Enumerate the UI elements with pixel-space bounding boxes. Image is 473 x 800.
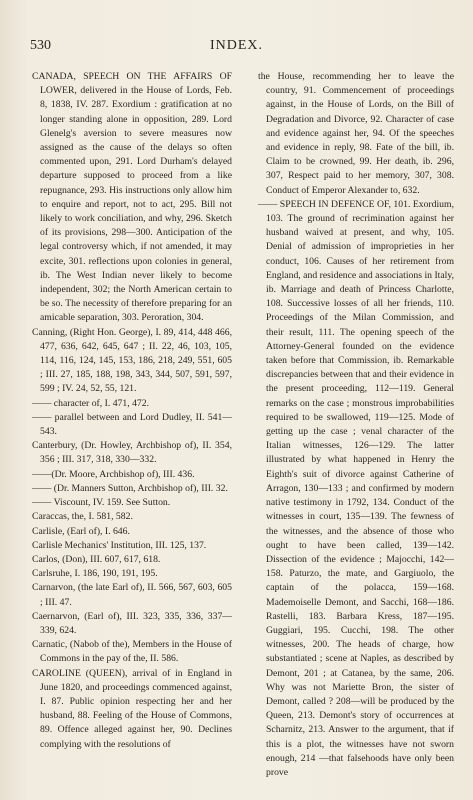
index-entry: —— Viscount, IV. 159. See Sutton.: [32, 497, 171, 509]
index-entry: —— SPEECH IN DEFENCE OF, 101. Exordium, 103. The ground of recrimination against her husband waived at present, and why, 105. Denial of admission of improprieties in her conduct, 106. Causes of her retirement from England, and residence and associations in Italy, ib. Marriage and death of Princess Charlotte, 108. Successive losses of all her friends, 110. Proceedings of the Milan Commission, and their result, 111. The opening speech of the Attorney-General founded on the evidence taken before that Commission, ib. Remarkable discrepancies between that and their evidence in the present proceeding, 112—119. General remarks on the case ; monstrous improbabilities required to be swallowed, 119—125. Mode of getting up the case ; venal character of the Italian witnesses, 126—129. The latter illustrated by what happened in Henry the Eighth's suit of divorce against Catherine of Arragon, 130—133 ; and confirmed by modern native testimony in 1792, 134. Conduct of the witnesses in court, 135—139. The fewness of the witnesses, and the absence of those who ought to have been called, 139—142. Dissection of the evidence ; Majocchi, 142—158. Paturzo, the mate, and Gargiuolo, the captain of the polacca, 159—168. Mademoiselle Demont, and Sacchi, 168—186. Rastelli, 183. Barbara Kress, 187—195. Guggiari, 195. Cucchi, 198. The other witnesses, 200. The heads of charge, how substantiated ; scene at Naples, as described by Demont, 201 ; at Catanea, by the same, 206. Why was not Mariette Bron, the sister of Demont, called ? 208—will be produced by the Queen, 213. Demont's story of occurrences at Scharnitz, 213. Answer to the argument, that if this is a plot, the witnesses have not sworn enough, 214 —that falsehoods have only been prove: [258, 198, 454, 778]
index-entry: Carlisle Mechanics' Institution, III. 125, 137.: [32, 539, 207, 551]
index-entry: —— parallel between and Lord Dudley, II. 541—543.: [32, 411, 232, 438]
right-column: [258, 70, 454, 780]
index-entry: Canterbury, (Dr. Howley, Archbishop of), II. 354, 356 ; III. 317, 318, 330—332.: [32, 440, 232, 466]
index-entry: Carnarvon, (the late Earl of), II. 566, 567, 603, 605 ; III. 47.: [32, 582, 232, 608]
index-entry: Caraccas, the, I. 581, 582.: [32, 511, 133, 523]
index-entry: the House, recommending her to leave the country, 91. Commencement of proceedings against, in the House of Lords, on the Bill of Degradation and Divorce, 92. Character of case and evidence against her, 94. Of the speeches and evidence in reply, 98. Fate of the bill, ib. Claim to be crowned, 99. Her death, ib. 296, 307, Respect paid to her memory, 307, 308. Conduct of Emperor Alexander to, 632.: [258, 71, 454, 196]
index-entry: —— (Dr. Manners Sutton, Archbishop of), III. 32.: [32, 482, 228, 494]
index-entry: Carnatic, (Nabob of the), Members in the House of Commons in the pay of the, II. 586.: [32, 639, 232, 665]
page-number: 530: [30, 38, 51, 53]
index-entry: CANADA, SPEECH ON THE AFFAIRS OF LOWER, delivered in the House of Lords, Feb. 8, 1838, IV. 287. Exordium : gratification at no longer standing alone in opposition, 289. Lord Glenelg's aversion to severe measures now assigned as the cause of the delays so often commented upon, 291. Lord Durham's delayed departure supposed to proceed from a like repugnance, 293. His instructions only allow him to enquire and report, not to act, 295. Bill not likely to work conciliation, and why, 296. Sketch of its provisions, 298—300. Anticipation of the legal controversy which, if not amended, it may excite, 301. reflections upon colonies in general, ib. The West Indian never likely to become independent, 302; the North American certain to be so. The necessity of therefore preparing for an amicable separation, 303. Peroration, 304.: [32, 71, 232, 324]
index-entry: Caernarvon, (Earl of), III. 323, 335, 336, 337—339, 624.: [32, 610, 232, 636]
index-entry: CAROLINE (QUEEN), arrival of in England in June 1820, and proceedings commenced against, I. 87. Public opinion respecting her and her husband, 88. Feeling of the House of Commons, 89. Offence alleged against her, 90. Declines complying with the resolutions of: [32, 667, 232, 750]
index-entry: Canning, (Right Hon. George), I. 89, 414, 448 466, 477, 636, 642, 645, 647 ; II. 22, 46, 103, 105, 114, 116, 124, 145, 153, 186, 218, 249, 551, 605 ; III. 27, 185, 188, 198, 343, 344, 507, 591, 597, 599 ; IV. 24, 52, 55, 121.: [32, 326, 232, 395]
left-column: [32, 70, 232, 752]
index-entry: —— character of, I. 471, 472.: [32, 397, 150, 409]
index-entry: Carlos, (Don), III. 607, 617, 618.: [32, 553, 161, 565]
index-entry: ——(Dr. Moore, Archbishop of), III. 436.: [32, 468, 195, 480]
index-entry: Carlisle, (Earl of), I. 646.: [32, 525, 130, 537]
index-entry: Carlsruhe, I. 186, 190, 191, 195.: [32, 568, 158, 580]
page-header: [30, 38, 443, 58]
running-head: INDEX.: [209, 38, 264, 53]
